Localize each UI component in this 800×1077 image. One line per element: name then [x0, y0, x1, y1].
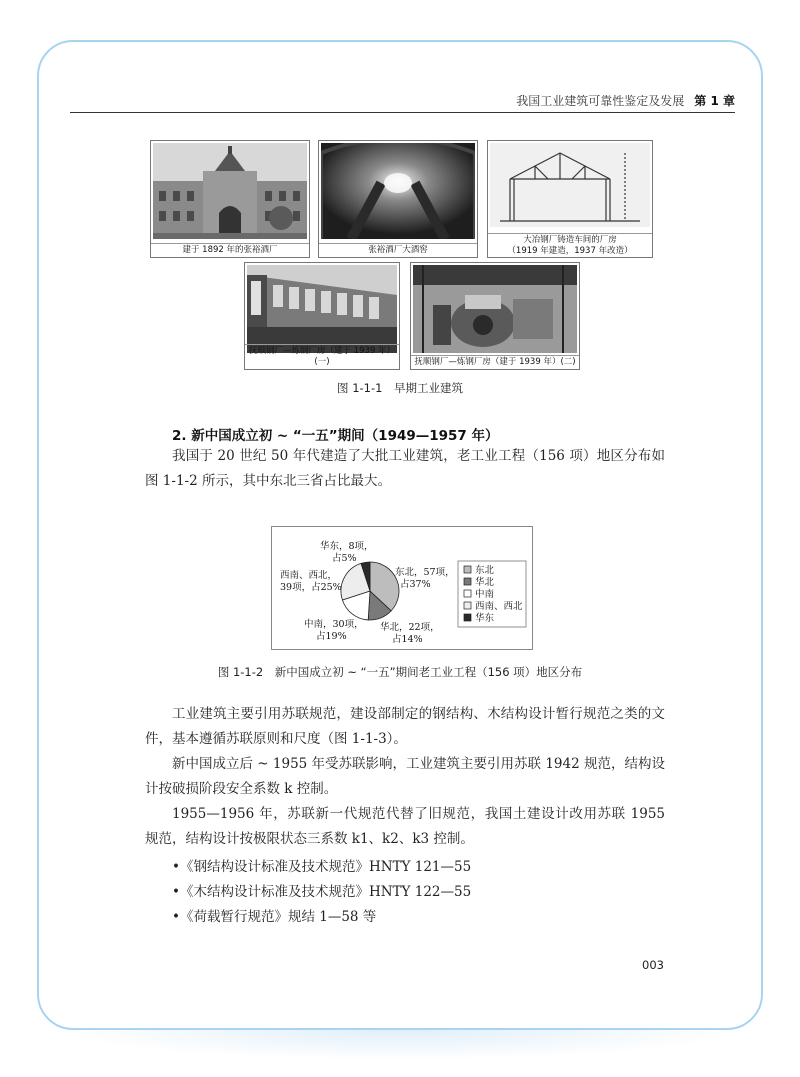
- legend-item: 东北: [475, 565, 495, 576]
- wine-cellar-image: [321, 143, 475, 239]
- legend-swatch-1: [464, 578, 471, 585]
- caption-line1: 大冶钢厂铸造车间的厂房: [523, 235, 617, 245]
- photo-casting-workshop: [487, 140, 653, 258]
- paragraph: 新中国成立后 ~ 1955 年受苏联影响，工业建筑主要引用苏联 1942 规范，结构设计按破损阶段安全系数 k 控制。: [145, 756, 665, 797]
- legend-item: 西南、西北: [475, 601, 523, 612]
- paragraph: 我国于 20 世纪 50 年代建造了大批工业建筑，老工业工程（156 项）地区分布如图 1-1-2 所示，其中东北三省占比最大。: [145, 448, 665, 489]
- legend-swatch-0: [464, 566, 471, 573]
- bullet-item: •《荷载暂行规范》规结 1—58 等: [172, 909, 377, 925]
- paragraph: 1955—1956 年，苏联新一代规范代替了旧规范，我国土建设计改用苏联 1955 规范，结构设计按极限状态三系数 k1、k2、k3 控制。: [145, 806, 665, 847]
- photo-steel-plant-one: [244, 262, 400, 370]
- brewery-facade-image: [153, 143, 307, 239]
- legend-swatch-2: [464, 590, 471, 597]
- legend-item: 中南: [475, 589, 495, 600]
- photo-caption: 建于 1892 年的张裕酒厂: [151, 243, 309, 257]
- legend-swatch-3: [464, 602, 471, 609]
- book-title: 我国工业建筑可靠性鉴定及发展: [516, 94, 685, 108]
- photo-wine-cellar: [318, 140, 478, 258]
- photo-caption: 张裕酒厂大酒窖: [319, 243, 477, 257]
- photo-caption: 抚顺钢厂—炼钢厂房（建于 1939 年）(一): [245, 344, 399, 369]
- bullet-item: •《钢结构设计标准及技术规范》HNTY 121—55: [172, 859, 472, 875]
- figure-caption: 图 1-1-2 新中国成立初 ~ “一五”期间老工业工程（156 项）地区分布: [217, 665, 583, 679]
- pie-chart-svg: [272, 527, 534, 651]
- pie-label-huabei: 华北，22项，占14%: [380, 622, 440, 645]
- pie-chart: [271, 526, 533, 650]
- pie-label-zhongnan: 中南，30项，占19%: [304, 619, 364, 642]
- legend-swatch-4: [464, 614, 471, 621]
- legend-item: 华东: [475, 613, 495, 624]
- pie-label-huadong: 华东，8项，占5%: [320, 541, 374, 564]
- figure-caption: 图 1-1-1 早期工业建筑: [337, 381, 463, 395]
- page-number: 003: [642, 958, 664, 972]
- photo-caption: 抚顺钢厂—炼钢厂房（建于 1939 年）(二): [411, 355, 579, 369]
- steel-plant-exterior-image: [247, 265, 397, 353]
- pie-label-xinan-xibei: 西南、西北， 39项，占25%: [280, 570, 342, 593]
- photo-brewery-facade: [150, 140, 310, 258]
- photo-steel-plant-two: [410, 262, 580, 370]
- caption-line2: （1919 年建造，1937 年改造）: [507, 245, 633, 256]
- bullet-item: •《木结构设计标准及技术规范》HNTY 122—55: [172, 884, 472, 900]
- running-header: [70, 92, 735, 113]
- pie-label-dongbei: 东北，57项，占37%: [395, 567, 455, 590]
- steel-plant-interior-image: [413, 265, 577, 353]
- chapter-label: 第 1 章: [694, 94, 735, 108]
- paragraph: 工业建筑主要引用苏联规范，建设部制定的钢结构、木结构设计暂行规范之类的文件，基本遵循苏联原则和尺度（图 1-1-3）。: [145, 706, 665, 747]
- section-title: 2. 新中国成立初 ~ “一五”期间（1949—1957 年）: [172, 428, 499, 444]
- photo-caption: [488, 233, 652, 257]
- truss-drawing-image: [490, 143, 650, 227]
- legend-item: 华北: [475, 577, 495, 588]
